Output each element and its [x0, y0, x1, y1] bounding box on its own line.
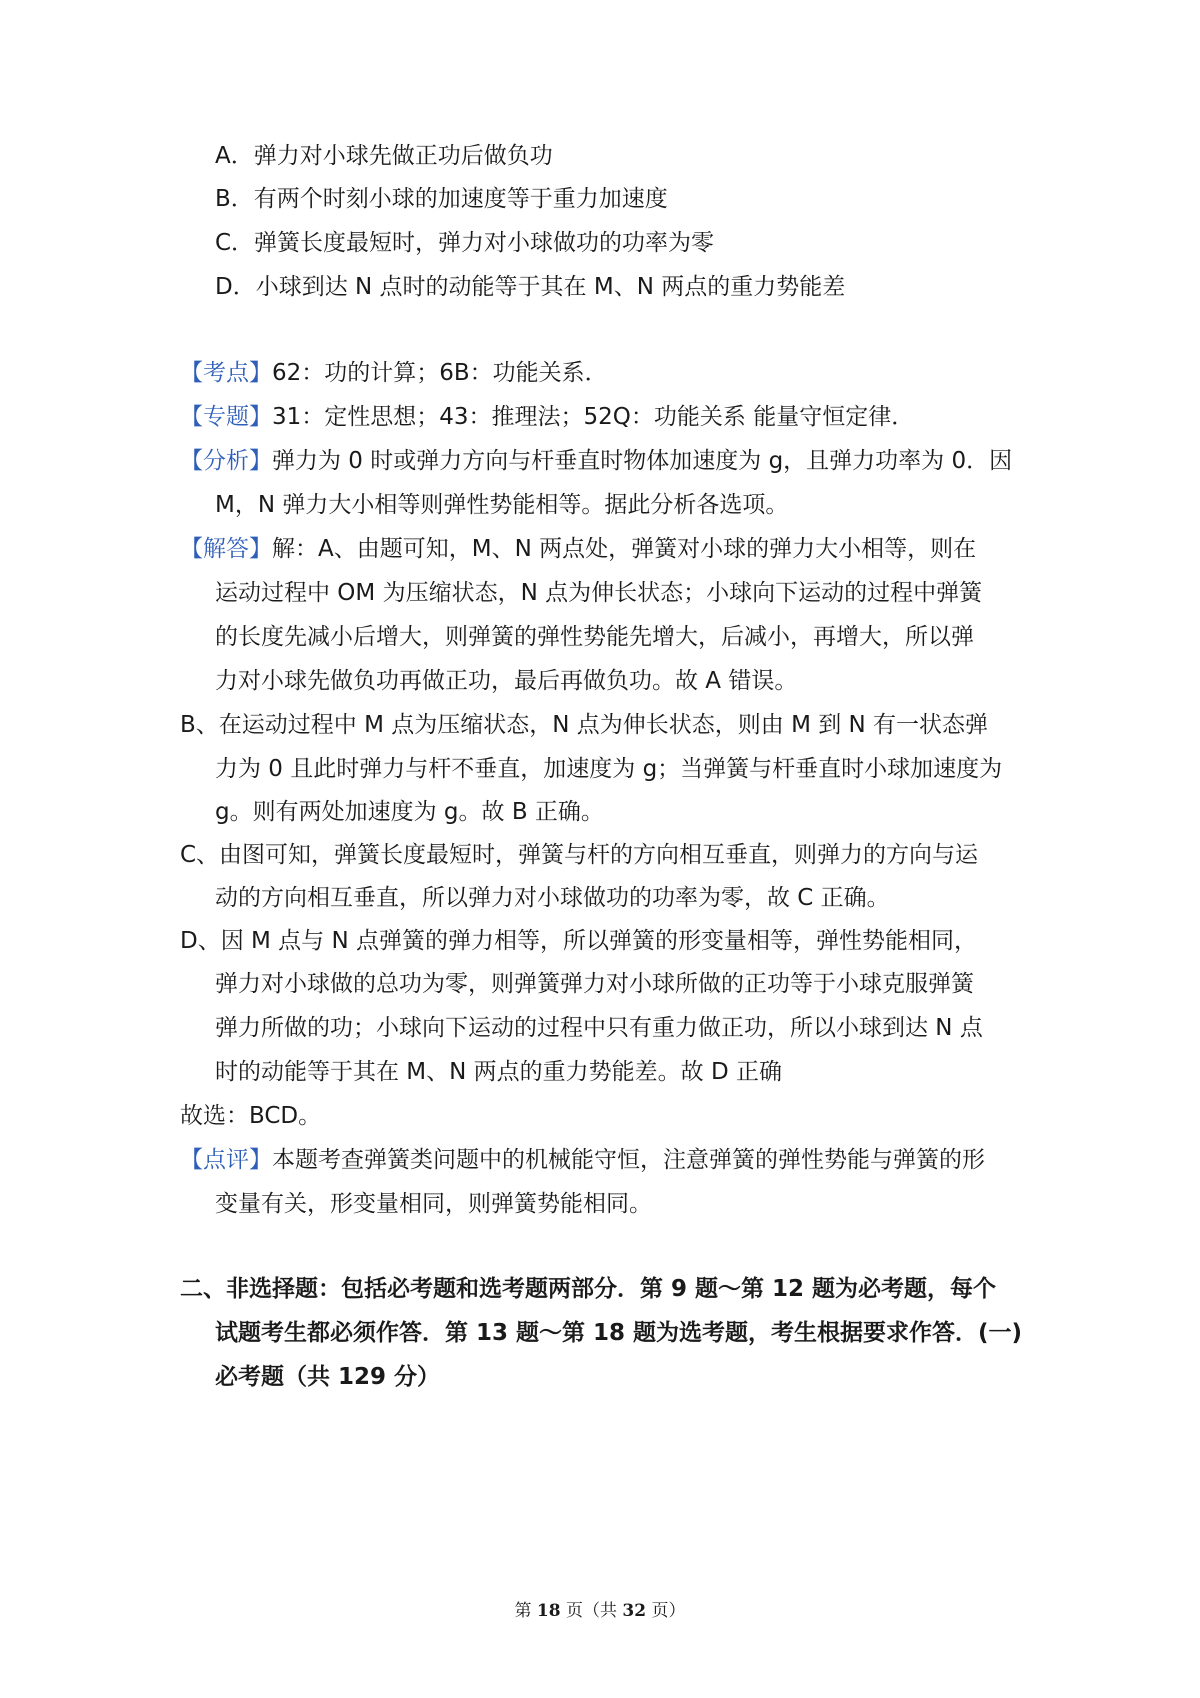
- jieda-tag: 【解答】: [180, 536, 272, 562]
- fenxi-line-2: M，N 弹力大小相等则弹性势能相等。据此分析各选项。: [215, 492, 789, 518]
- jieda-b-line-2: 力为 0 且此时弹力与杆不垂直，加速度为 g；当弹簧与杆垂直时小球加速度为: [215, 756, 1003, 782]
- option-d: D．小球到达 N 点时的动能等于其在 M、N 两点的重力势能差: [215, 274, 846, 300]
- jieda-d-line-4: 时的动能等于其在 M、N 两点的重力势能差。故 D 正确: [215, 1059, 783, 1085]
- jieda-b-line-3: g。则有两处加速度为 g。故 B 正确。: [215, 799, 604, 825]
- option-b: B．有两个时刻小球的加速度等于重力加速度: [215, 186, 668, 212]
- jieda-line-2: 运动过程中 OM 为压缩状态，N 点为伸长状态；小球向下运动的过程中弹簧: [215, 580, 983, 606]
- jieda-c-line-1: C、由图可知，弹簧长度最短时，弹簧与杆的方向相互垂直，则弹力的方向与运: [180, 842, 979, 868]
- dianping-tag: 【点评】: [180, 1147, 272, 1173]
- page-footer: [0, 1596, 1200, 1621]
- footer-post: 页）: [646, 1601, 686, 1621]
- jieda-b-line-1: B、在运动过程中 M 点为压缩状态，N 点为伸长状态，则由 M 到 N 有一状态弹: [180, 712, 989, 738]
- footer-mid: 页（共: [560, 1601, 623, 1621]
- jieda-d-line-3: 弹力所做的功；小球向下运动的过程中只有重力做正功，所以小球到达 N 点: [215, 1015, 983, 1041]
- zhuanti-line: [180, 402, 914, 432]
- jieda-text-1: 解：A、由题可知，M、N 两点处，弹簧对小球的弹力大小相等，则在: [272, 536, 977, 562]
- dianping-line-1: [180, 1145, 985, 1175]
- jieda-d-line-1: D、因 M 点与 N 点弹簧的弹力相等，所以弹簧的形变量相等，弹性势能相同，: [180, 928, 978, 954]
- section2-line-3: 必考题（共 129 分）: [215, 1364, 441, 1390]
- kaodian-text: 62：功的计算；6B：功能关系．: [272, 360, 608, 386]
- jieda-d-line-2: 弹力对小球做的总功为零，则弹簧弹力对小球所做的正功等于小球克服弹簧: [215, 971, 974, 997]
- option-a: A．弹力对小球先做正功后做负功: [215, 143, 553, 169]
- fenxi-text-1: 弹力为 0 时或弹力方向与杆垂直时物体加速度为 g，且弹力功率为 0．因: [272, 448, 1013, 474]
- kaodian-line: [180, 358, 608, 388]
- footer-pre: 第: [514, 1601, 537, 1621]
- option-c: C．弹簧长度最短时，弹力对小球做功的功率为零: [215, 230, 715, 256]
- jieda-line-4: 力对小球先做负功再做正功，最后再做负功。故 A 错误。: [215, 668, 798, 694]
- jieda-line-3: 的长度先减小后增大，则弹簧的弹性势能先增大，后减小，再增大，所以弹: [215, 624, 974, 650]
- jieda-c-line-2: 动的方向相互垂直，所以弹力对小球做功的功率为零，故 C 正确。: [215, 885, 890, 911]
- fenxi-line-1: [180, 446, 1012, 476]
- kaodian-tag: 【考点】: [180, 360, 272, 386]
- footer-page-number: 18: [536, 1601, 561, 1621]
- footer-total-pages: 32: [622, 1601, 647, 1621]
- zhuanti-tag: 【专题】: [180, 404, 272, 430]
- answer-line: 故选：BCD。: [180, 1103, 322, 1129]
- section2-line-2: 试题考生都必须作答．第 13 题～第 18 题为选考题，考生根据要求作答．(一): [215, 1320, 1023, 1346]
- zhuanti-text: 31：定性思想；43：推理法；52Q：功能关系 能量守恒定律．: [272, 404, 915, 430]
- fenxi-tag: 【分析】: [180, 448, 272, 474]
- section2-line-1: 二、非选择题：包括必考题和选考题两部分．第 9 题～第 12 题为必考题，每个: [180, 1276, 997, 1302]
- dianping-line-2: 变量有关，形变量相同，则弹簧势能相同。: [215, 1191, 652, 1217]
- jieda-line-1: [180, 534, 976, 564]
- dianping-text-1: 本题考查弹簧类问题中的机械能守恒，注意弹簧的弹性势能与弹簧的形: [272, 1147, 985, 1173]
